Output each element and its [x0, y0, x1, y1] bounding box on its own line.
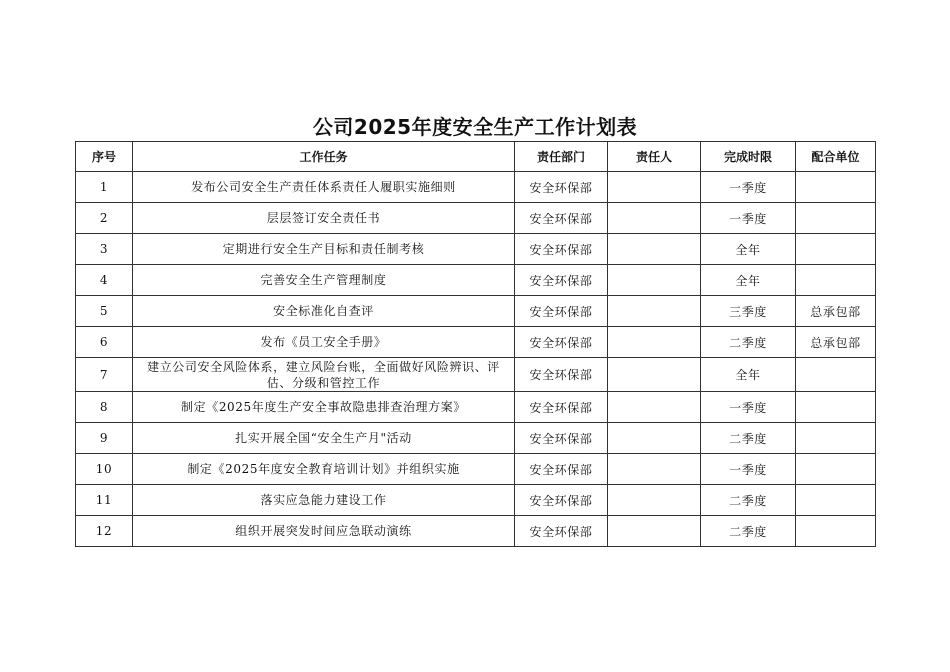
cell-responsible-person [608, 265, 701, 296]
cell-work-task: 定期进行安全生产目标和责任制考核 [133, 234, 515, 265]
header-work-task: 工作任务 [133, 142, 515, 172]
cell-partner-unit [796, 392, 876, 423]
cell-deadline: 二季度 [701, 423, 796, 454]
cell-responsible-person [608, 327, 701, 358]
cell-serial-no: 11 [76, 485, 133, 516]
cell-serial-no: 1 [76, 172, 133, 203]
header-serial-no: 序号 [76, 142, 133, 172]
cell-serial-no: 3 [76, 234, 133, 265]
cell-partner-unit [796, 203, 876, 234]
cell-partner-unit [796, 485, 876, 516]
cell-deadline: 二季度 [701, 516, 796, 547]
cell-deadline: 一季度 [701, 454, 796, 485]
cell-responsible-person [608, 423, 701, 454]
cell-serial-no: 6 [76, 327, 133, 358]
cell-serial-no: 12 [76, 516, 133, 547]
cell-responsible-dept: 安全环保部 [515, 296, 608, 327]
cell-work-task: 建立公司安全风险体系，建立风险台账，全面做好风险辨识、评估、分级和管控工作 [133, 358, 515, 392]
header-deadline: 完成时限 [701, 142, 796, 172]
cell-responsible-person [608, 203, 701, 234]
cell-partner-unit [796, 516, 876, 547]
cell-deadline: 一季度 [701, 172, 796, 203]
cell-responsible-dept: 安全环保部 [515, 203, 608, 234]
header-responsible-dept: 责任部门 [515, 142, 608, 172]
cell-serial-no: 8 [76, 392, 133, 423]
table-row [76, 392, 876, 423]
cell-responsible-dept: 安全环保部 [515, 172, 608, 203]
cell-serial-no: 7 [76, 358, 133, 392]
cell-responsible-person [608, 358, 701, 392]
cell-serial-no: 5 [76, 296, 133, 327]
table-row [76, 203, 876, 234]
cell-work-task: 发布公司安全生产责任体系责任人履职实施细则 [133, 172, 515, 203]
cell-responsible-dept: 安全环保部 [515, 516, 608, 547]
cell-work-task: 制定《2025年度安全教育培训计划》并组织实施 [133, 454, 515, 485]
table-row [76, 516, 876, 547]
cell-deadline: 全年 [701, 265, 796, 296]
cell-responsible-person [608, 516, 701, 547]
cell-responsible-dept: 安全环保部 [515, 454, 608, 485]
cell-serial-no: 4 [76, 265, 133, 296]
cell-deadline: 全年 [701, 234, 796, 265]
cell-serial-no: 2 [76, 203, 133, 234]
cell-partner-unit [796, 234, 876, 265]
cell-deadline: 一季度 [701, 203, 796, 234]
cell-partner-unit: 总承包部 [796, 327, 876, 358]
header-partner-unit: 配合单位 [796, 142, 876, 172]
cell-deadline: 二季度 [701, 485, 796, 516]
cell-responsible-person [608, 296, 701, 327]
cell-work-task: 制定《2025年度生产安全事故隐患排查治理方案》 [133, 392, 515, 423]
cell-responsible-dept: 安全环保部 [515, 265, 608, 296]
cell-work-task: 落实应急能力建设工作 [133, 485, 515, 516]
table-row [76, 485, 876, 516]
cell-responsible-person [608, 172, 701, 203]
table-row [76, 296, 876, 327]
cell-responsible-dept: 安全环保部 [515, 327, 608, 358]
cell-deadline: 三季度 [701, 296, 796, 327]
cell-partner-unit [796, 265, 876, 296]
table-row [76, 423, 876, 454]
cell-responsible-person [608, 234, 701, 265]
cell-partner-unit [796, 423, 876, 454]
cell-responsible-dept: 安全环保部 [515, 423, 608, 454]
cell-serial-no: 9 [76, 423, 133, 454]
cell-work-task: 扎实开展全国“安全生产月"活动 [133, 423, 515, 454]
header-responsible-person: 责任人 [608, 142, 701, 172]
cell-deadline: 一季度 [701, 392, 796, 423]
cell-work-task: 层层签订安全责任书 [133, 203, 515, 234]
cell-partner-unit [796, 454, 876, 485]
cell-responsible-dept: 安全环保部 [515, 485, 608, 516]
work-plan-table [75, 141, 876, 547]
table-row [76, 358, 876, 392]
document-title: 公司2025年度安全生产工作计划表 [312, 115, 638, 139]
cell-responsible-dept: 安全环保部 [515, 392, 608, 423]
cell-responsible-dept: 安全环保部 [515, 358, 608, 392]
cell-work-task: 安全标准化自查评 [133, 296, 515, 327]
cell-work-task: 发布《员工安全手册》 [133, 327, 515, 358]
cell-deadline: 全年 [701, 358, 796, 392]
cell-responsible-person [608, 392, 701, 423]
cell-responsible-dept: 安全环保部 [515, 234, 608, 265]
table-row [76, 454, 876, 485]
cell-deadline: 二季度 [701, 327, 796, 358]
table-row [76, 234, 876, 265]
table-row [76, 327, 876, 358]
cell-partner-unit: 总承包部 [796, 296, 876, 327]
cell-serial-no: 10 [76, 454, 133, 485]
cell-work-task: 完善安全生产管理制度 [133, 265, 515, 296]
cell-responsible-person [608, 454, 701, 485]
cell-responsible-person [608, 485, 701, 516]
cell-work-task: 组织开展突发时间应急联动演练 [133, 516, 515, 547]
table-header-row [76, 142, 876, 172]
table-row [76, 265, 876, 296]
cell-partner-unit [796, 358, 876, 392]
cell-partner-unit [796, 172, 876, 203]
table-row [76, 172, 876, 203]
